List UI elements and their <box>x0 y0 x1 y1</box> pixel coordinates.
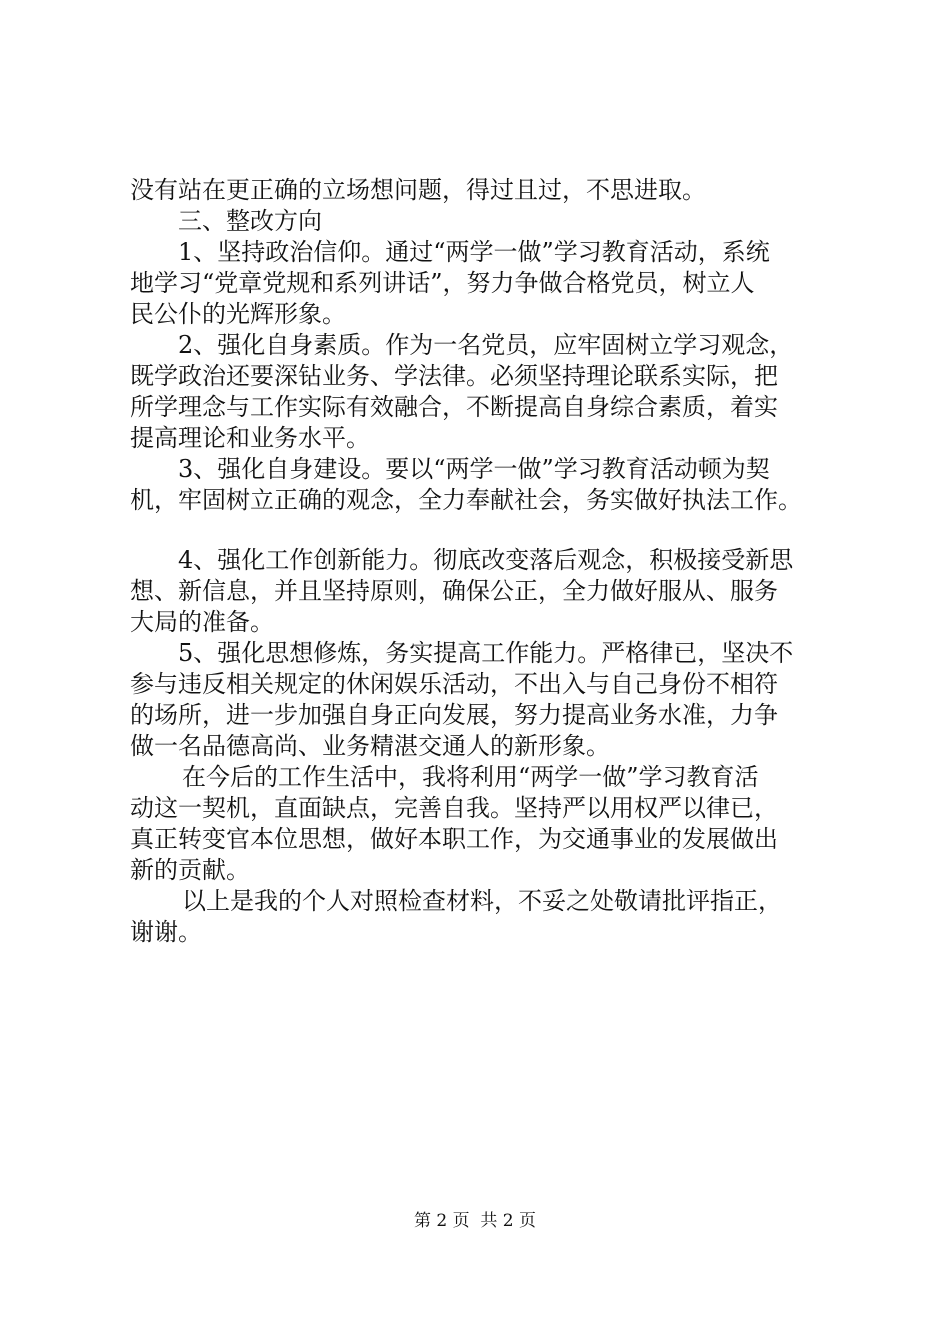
text-line: 动这一契机，直面缺点，完善自我。坚持严以用权严以律已， <box>130 794 778 822</box>
text-line: 提高理论和业务水平。 <box>130 424 370 452</box>
text-line: 5、强化思想修炼，务实提高工作能力。严格律已，坚决不 <box>178 639 794 667</box>
text-line: 真正转变官本位思想，做好本职工作，为交通事业的发展做出 <box>130 825 778 853</box>
text-line: 机，牢固树立正确的观念，全力奉献社会，务实做好执法工作。 <box>130 486 802 514</box>
page-number-footer: 第 2 页 共 2 页 <box>413 1211 537 1231</box>
text-line: 新的贡献。 <box>130 856 250 884</box>
text-line: 想、新信息，并且坚持原则，确保公正，全力做好服从、服务 <box>130 577 778 605</box>
section-heading: 三、整改方向 <box>178 207 322 235</box>
text-line: 3、强化自身建设。要以“两学一做”学习教育活动顿为契 <box>178 455 770 483</box>
text-line: 地学习“党章党规和系列讲话”，努力争做合格党员，树立人 <box>130 269 755 297</box>
text-line: 没有站在更正确的立场想问题，得过且过，不思进取。 <box>130 176 706 204</box>
text-line: 谢谢。 <box>130 918 202 946</box>
text-line: 4、强化工作创新能力。彻底改变落后观念，积极接受新思 <box>178 546 794 574</box>
text-line: 2、强化自身素质。作为一名党员，应牢固树立学习观念， <box>178 331 794 359</box>
text-line: 在今后的工作生活中，我将利用“两学一做”学习教育活 <box>182 763 759 791</box>
text-line: 所学理念与工作实际有效融合，不断提高自身综合素质，着实 <box>130 393 778 421</box>
text-line: 民公仆的光辉形象。 <box>130 300 346 328</box>
text-line: 以上是我的个人对照检查材料，不妥之处敬请批评指正， <box>182 887 782 915</box>
text-line: 做一名品德高尚、业务精湛交通人的新形象。 <box>130 732 610 760</box>
text-line: 既学政治还要深钻业务、学法律。必须坚持理论联系实际，把 <box>130 362 778 390</box>
text-line: 参与违反相关规定的休闲娱乐活动，不出入与自己身份不相符 <box>130 670 778 698</box>
text-line: 1、坚持政治信仰。通过“两学一做”学习教育活动，系统 <box>178 238 770 266</box>
text-line: 大局的准备。 <box>130 608 274 636</box>
text-line: 的场所，进一步加强自身正向发展，努力提高业务水准，力争 <box>130 701 778 729</box>
